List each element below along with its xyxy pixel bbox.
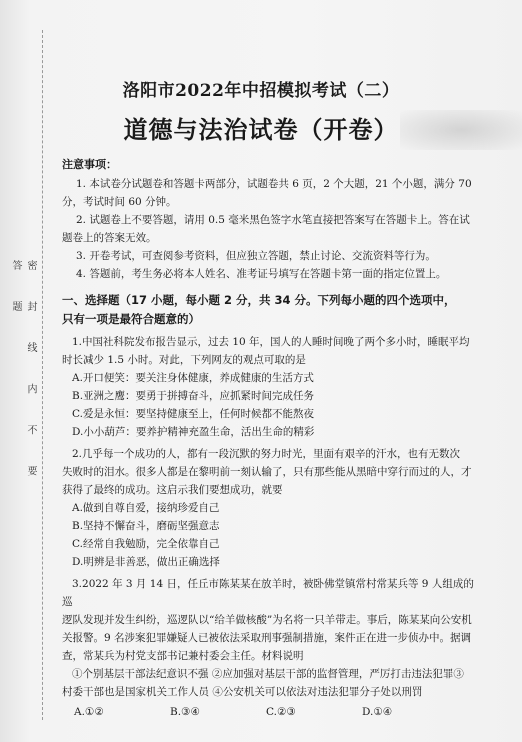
question-stem-cont: 关报警。9 名涉案犯罪嫌疑人已被依法采取刑事强制措施，案件正在进一步侦办中。据调 xyxy=(62,632,472,644)
question-stem: 2.几乎每一个成功的人，都有一段沉默的努力时光，里面有艰辛的汗水，也有无数次 xyxy=(72,448,461,460)
notice-item-cont: 题卷上的答案无效。 xyxy=(62,232,157,244)
notice-item-cont: 分，考试时间 60 分钟。 xyxy=(62,196,177,208)
question-stem-cont: 时长减少 1.5 小时。对此，下列网友的观点可取的是 xyxy=(62,354,306,366)
question-stem-cont: 失败时的泪水。很多人都是在黎明前一刻认输了，只有那些能从黑暗中穿行而过的人，才 xyxy=(62,466,472,478)
option-b: B.坚持不懈奋斗，磨砺坚强意志 xyxy=(72,520,220,532)
notice-item: 4. 答题前，考生务必将本人姓名、准考证号填写在答题卡第一面的指定位置上。 xyxy=(76,268,447,280)
question-1 xyxy=(62,333,482,441)
choice-b: B.③④ xyxy=(170,706,200,718)
question-stem-cont: 获得了最终的成功。这启示我们要想成功，就要 xyxy=(62,484,283,496)
question-stem: 3.2022 年 3 月 14 日，任丘市陈某某在放羊时，被卧佛堂镇常村常某兵等 9 人组成的巡 xyxy=(62,578,474,608)
choice-a: A.①② xyxy=(74,706,104,718)
notice-item: 3. 开卷考试，可查阅参考资料，但应独立答题，禁止讨论、交流资料等行为。 xyxy=(76,250,436,262)
choice-row xyxy=(62,703,482,721)
option-c: C.经常自我勉励，完全依靠自己 xyxy=(72,538,220,550)
option-d: D.小小葫芦：要养护精神充盈生命，活出生命的精彩 xyxy=(72,426,315,438)
notice-heading: 注意事项： xyxy=(62,158,117,171)
exam-content xyxy=(62,156,482,721)
option-c: C.爱是永恒：要坚持健康至上，任何时候都不能熬夜 xyxy=(72,408,314,420)
section-heading: 一、选择题（17 小题，每小题 2 分，共 34 分。下列每小题的四个选项中， 只有一项是最符合题意的） xyxy=(62,293,456,326)
paper-title: 道德与法治试卷（开卷） xyxy=(123,115,399,144)
choice-d: D.①④ xyxy=(362,706,393,718)
question-3 xyxy=(62,575,482,721)
notice-section xyxy=(62,156,482,283)
question-stem: 1.中国社科院发布报告显示，过去 10 年，国人的人睡时间晚了两个多小时，睡眠平均 xyxy=(72,336,470,348)
question-2 xyxy=(62,445,482,571)
option-b: B.亚洲之鹰：要勇于拼搏奋斗，应抓紧时间完成任务 xyxy=(72,390,315,402)
exam-title: 洛阳市2022年中招模拟考试（二） xyxy=(122,81,400,101)
notice-item: 1. 本试卷分试题卷和答题卡两部分，试题卷共 6 页，2 个大题，21 个小题，满分 70 xyxy=(76,178,472,190)
question-stem-cont: 逻队发现并发生纠纷，巡逻队以“给羊做核酸”为名将一只羊带走。事后，陈某某向公安机 xyxy=(62,614,472,626)
option-d: D.明辨是非善恶，做出正确选择 xyxy=(72,556,220,568)
statement-line: 村委干部也是国家机关工作人员 ④公安机关可以依法对违法犯罪分子处以刑罚 xyxy=(62,686,423,698)
notice-item: 2. 试题卷上不要答题，请用 0.5 毫米黑色签字水笔直接把答案写在答题卡上。答在试 xyxy=(76,214,470,226)
option-a: A.做到自尊自爱，接纳珍爱自己 xyxy=(72,502,220,514)
statement-line: ①个别基层干部法纪意识不强 ②应加强对基层干部的监督管理，严厉打击违法犯罪③ xyxy=(72,668,464,680)
choice-c: C.②③ xyxy=(266,706,296,718)
question-stem-cont: 查，常某兵为村党支部书记兼村委会主任。材料说明 xyxy=(62,650,304,662)
option-a: A.开口便笑：要关注身体健康，养成健康的生活方式 xyxy=(72,372,314,384)
seal-line-text: 密 封 线 内 不 要 答 题 xyxy=(10,260,36,490)
